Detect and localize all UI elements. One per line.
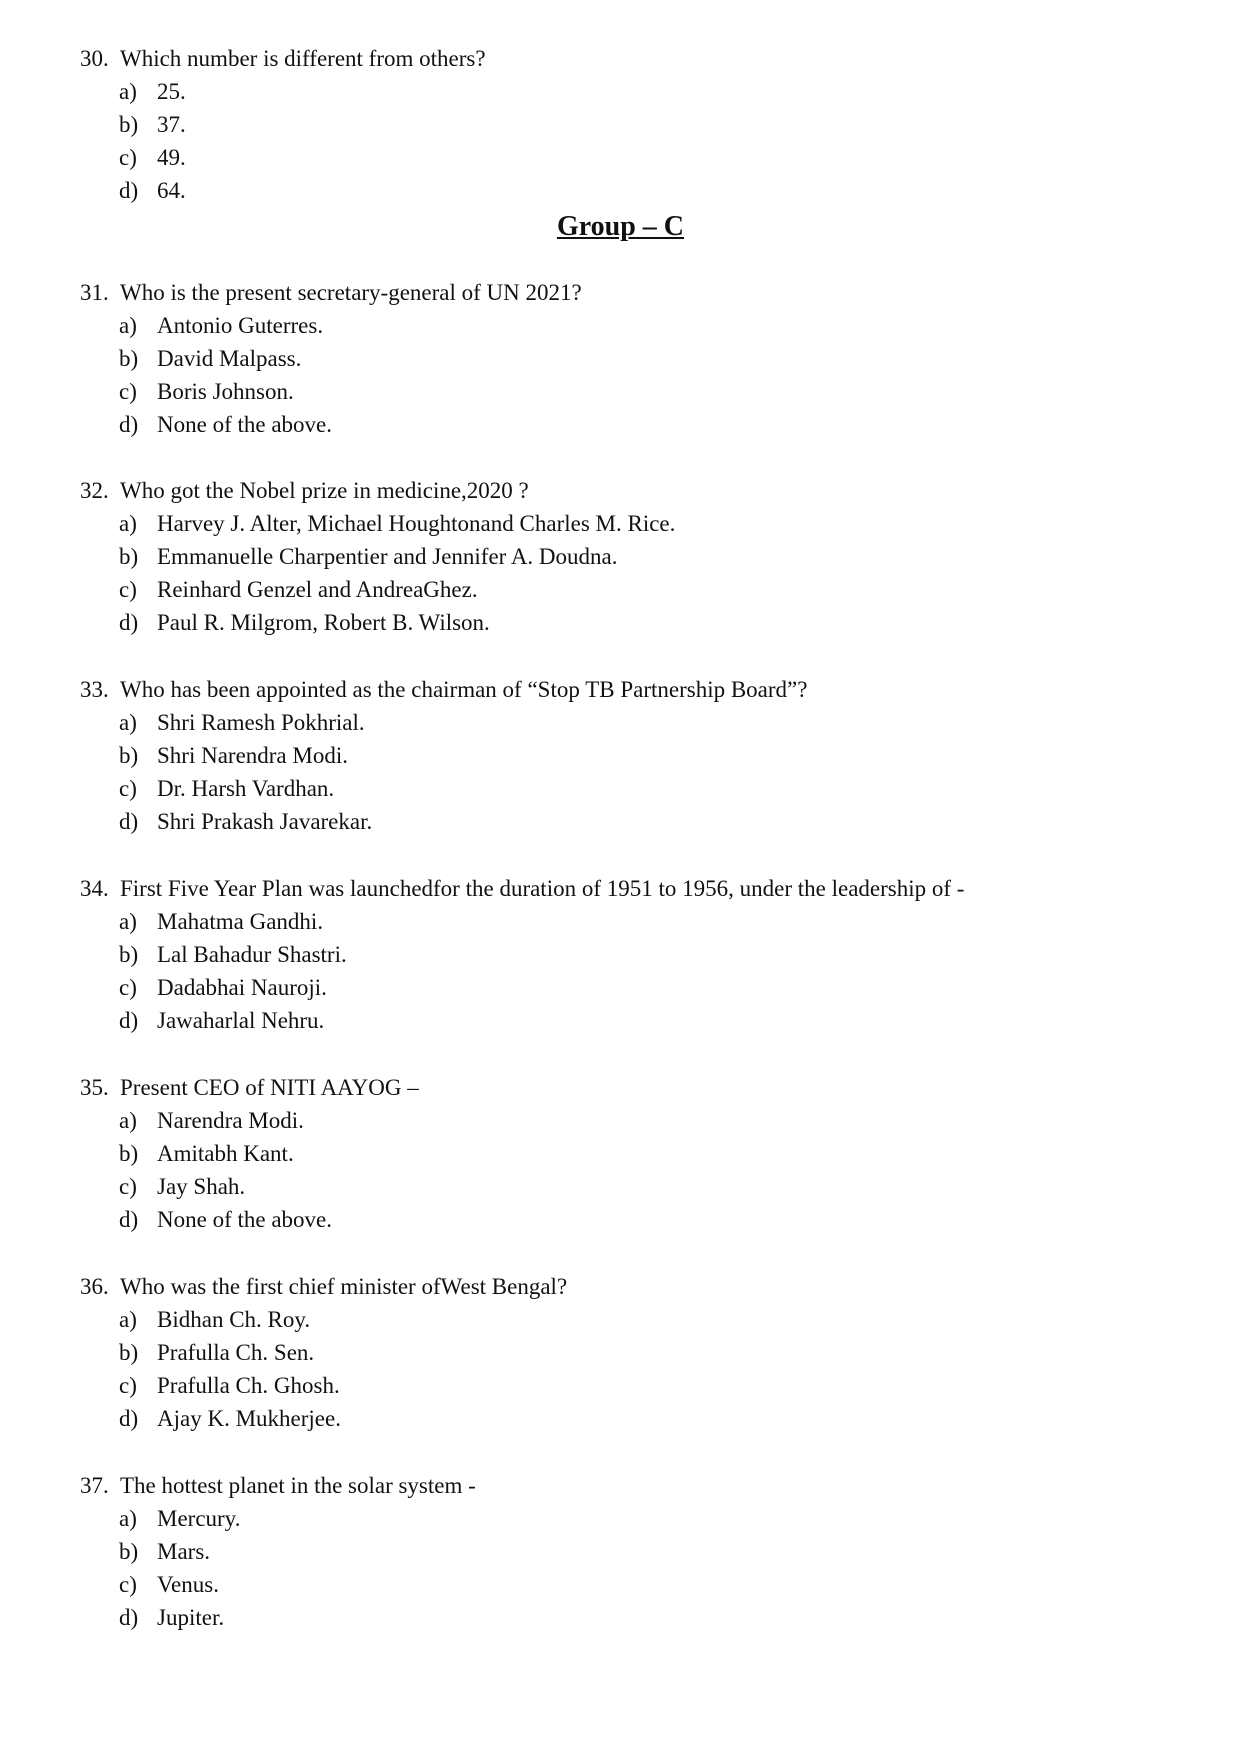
question-37 xyxy=(80,1469,1180,1634)
option-text: Reinhard Genzel and AndreaGhez. xyxy=(157,577,478,602)
option-c xyxy=(80,971,1180,1004)
option-a xyxy=(80,75,1180,108)
option-list xyxy=(80,1303,1180,1435)
question-33 xyxy=(80,673,1180,838)
option-letter: b) xyxy=(119,942,139,967)
question-stem xyxy=(80,1071,1180,1104)
option-letter: d) xyxy=(119,1207,139,1232)
option-c xyxy=(80,1170,1180,1203)
option-text: Ajay K. Mukherjee. xyxy=(157,1406,341,1431)
option-letter: b) xyxy=(119,544,139,569)
option-d xyxy=(80,408,1180,441)
option-letter: c) xyxy=(119,379,137,404)
option-b xyxy=(80,108,1180,141)
option-a xyxy=(80,1104,1180,1137)
option-a xyxy=(80,706,1180,739)
option-text: Shri Ramesh Pokhrial. xyxy=(157,710,365,735)
question-35 xyxy=(80,1071,1180,1236)
option-a xyxy=(80,309,1180,342)
option-letter: c) xyxy=(119,975,137,1000)
question-number: 36. xyxy=(80,1274,109,1299)
question-36 xyxy=(80,1270,1180,1435)
question-30 xyxy=(80,42,1180,207)
option-letter: c) xyxy=(119,145,137,170)
option-letter: a) xyxy=(119,1307,137,1332)
option-letter: b) xyxy=(119,112,139,137)
question-32 xyxy=(80,474,1180,639)
option-letter: c) xyxy=(119,1174,137,1199)
option-text: Mars. xyxy=(157,1539,211,1564)
option-letter: c) xyxy=(119,577,137,602)
option-list xyxy=(80,507,1180,639)
option-letter: c) xyxy=(119,1373,137,1398)
question-text: Who got the Nobel prize in medicine,2020 ? xyxy=(120,478,529,503)
option-letter: b) xyxy=(119,1141,139,1166)
option-letter: b) xyxy=(119,1340,139,1365)
option-letter: d) xyxy=(119,412,139,437)
option-letter: b) xyxy=(119,743,139,768)
option-text: None of the above. xyxy=(157,1207,332,1232)
option-text: Jawaharlal Nehru. xyxy=(157,1008,325,1033)
option-d xyxy=(80,1203,1180,1236)
option-text: Bidhan Ch. Roy. xyxy=(157,1307,311,1332)
option-c xyxy=(80,772,1180,805)
group-heading: Group – C xyxy=(556,211,685,242)
option-text: Narendra Modi. xyxy=(157,1108,304,1133)
option-text: Venus. xyxy=(157,1572,219,1597)
option-letter: a) xyxy=(119,710,137,735)
option-text: Mercury. xyxy=(157,1506,241,1531)
option-text: 25. xyxy=(157,79,186,104)
option-a xyxy=(80,1502,1180,1535)
option-d xyxy=(80,805,1180,838)
option-d xyxy=(80,1601,1180,1634)
option-text: Shri Narendra Modi. xyxy=(157,743,348,768)
question-stem xyxy=(80,1469,1180,1502)
option-letter: d) xyxy=(119,178,139,203)
question-text: Who has been appointed as the chairman of “Stop TB Partnership Board”? xyxy=(120,677,808,702)
question-stem xyxy=(80,276,1180,309)
question-stem xyxy=(80,872,1180,905)
question-34 xyxy=(80,872,1180,1037)
option-text: Dr. Harsh Vardhan. xyxy=(157,776,335,801)
option-a xyxy=(80,905,1180,938)
option-text: Paul R. Milgrom, Robert B. Wilson. xyxy=(157,610,490,635)
option-list xyxy=(80,706,1180,838)
option-text: Jay Shah. xyxy=(157,1174,246,1199)
option-list xyxy=(80,1104,1180,1236)
option-c xyxy=(80,573,1180,606)
option-letter: b) xyxy=(119,1539,139,1564)
question-number: 34. xyxy=(80,876,109,901)
option-b xyxy=(80,1137,1180,1170)
option-text: Antonio Guterres. xyxy=(157,313,324,338)
question-stem xyxy=(80,42,1180,75)
option-text: Lal Bahadur Shastri. xyxy=(157,942,347,967)
option-d xyxy=(80,1004,1180,1037)
option-letter: b) xyxy=(119,346,139,371)
option-text: Emmanuelle Charpentier and Jennifer A. Doudna. xyxy=(157,544,618,569)
option-b xyxy=(80,1535,1180,1568)
option-text: Amitabh Kant. xyxy=(157,1141,294,1166)
question-stem xyxy=(80,1270,1180,1303)
option-text: Prafulla Ch. Ghosh. xyxy=(157,1373,340,1398)
question-text: Which number is different from others? xyxy=(120,46,486,71)
question-number: 35. xyxy=(80,1075,109,1100)
option-letter: d) xyxy=(119,1406,139,1431)
question-number: 32. xyxy=(80,478,109,503)
option-b xyxy=(80,739,1180,772)
question-stem xyxy=(80,673,1180,706)
option-d xyxy=(80,606,1180,639)
option-c xyxy=(80,1568,1180,1601)
question-text: The hottest planet in the solar system - xyxy=(120,1473,476,1498)
option-text: 37. xyxy=(157,112,186,137)
option-text: Mahatma Gandhi. xyxy=(157,909,324,934)
question-number: 30. xyxy=(80,46,109,71)
option-list xyxy=(80,75,1180,207)
option-a xyxy=(80,1303,1180,1336)
option-d xyxy=(80,174,1180,207)
option-letter: a) xyxy=(119,1108,137,1133)
option-list xyxy=(80,1502,1180,1634)
option-a xyxy=(80,507,1180,540)
option-b xyxy=(80,540,1180,573)
question-text: First Five Year Plan was launchedfor the duration of 1951 to 1956, under the leadership of - xyxy=(120,876,965,901)
option-letter: c) xyxy=(119,776,137,801)
option-text: Prafulla Ch. Sen. xyxy=(157,1340,315,1365)
option-c xyxy=(80,1369,1180,1402)
question-text: Present CEO of NITI AAYOG – xyxy=(120,1075,419,1100)
option-letter: d) xyxy=(119,610,139,635)
option-letter: a) xyxy=(119,909,137,934)
question-31 xyxy=(80,276,1180,441)
option-c xyxy=(80,141,1180,174)
option-d xyxy=(80,1402,1180,1435)
option-text: David Malpass. xyxy=(157,346,302,371)
option-letter: c) xyxy=(119,1572,137,1597)
option-c xyxy=(80,375,1180,408)
option-list xyxy=(80,905,1180,1037)
option-letter: d) xyxy=(119,1605,139,1630)
option-b xyxy=(80,342,1180,375)
question-text: Who was the first chief minister ofWest Bengal? xyxy=(120,1274,568,1299)
question-text: Who is the present secretary-general of UN 2021? xyxy=(120,280,582,305)
question-number: 37. xyxy=(80,1473,109,1498)
option-text: Dadabhai Nauroji. xyxy=(157,975,327,1000)
option-text: Harvey J. Alter, Michael Houghtonand Charles M. Rice. xyxy=(157,511,676,536)
option-letter: d) xyxy=(119,1008,139,1033)
option-text: None of the above. xyxy=(157,412,332,437)
option-list xyxy=(80,309,1180,441)
option-letter: a) xyxy=(119,313,137,338)
option-text: Shri Prakash Javarekar. xyxy=(157,809,373,834)
option-letter: a) xyxy=(119,1506,137,1531)
option-b xyxy=(80,938,1180,971)
option-b xyxy=(80,1336,1180,1369)
option-letter: d) xyxy=(119,809,139,834)
option-text: 49. xyxy=(157,145,186,170)
option-text: Boris Johnson. xyxy=(157,379,294,404)
option-letter: a) xyxy=(119,511,137,536)
question-number: 33. xyxy=(80,677,109,702)
option-letter: a) xyxy=(119,79,137,104)
option-text: Jupiter. xyxy=(157,1605,225,1630)
question-stem xyxy=(80,474,1180,507)
option-text: 64. xyxy=(157,178,186,203)
question-number: 31. xyxy=(80,280,109,305)
